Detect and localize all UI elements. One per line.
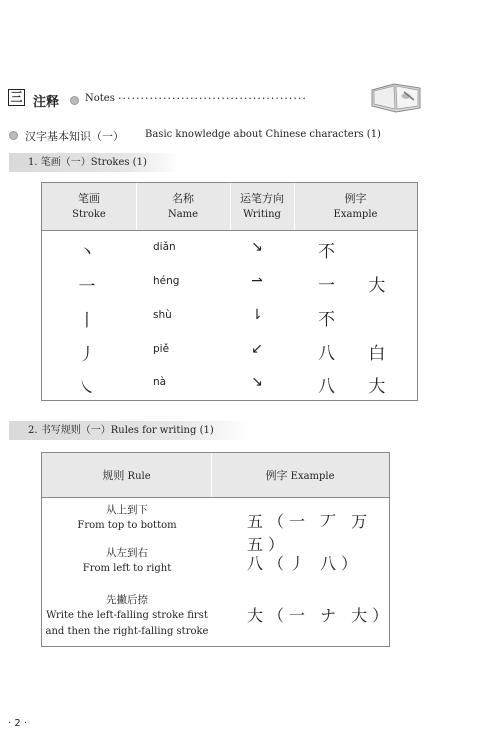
stroke-name: piě: [153, 343, 170, 355]
table-row: [42, 367, 417, 401]
table-header: [42, 183, 417, 231]
example-characters: 不: [318, 310, 349, 330]
header-cell: 名称 Name: [167, 192, 199, 220]
rules-table: [41, 452, 394, 647]
direction-arrow-icon: ↘: [251, 374, 263, 390]
bullet-icon: [9, 131, 18, 140]
header-cell: 笔画 Stroke: [72, 192, 106, 220]
stroke-glyph: 一: [78, 277, 96, 297]
open-book-icon: [368, 80, 424, 114]
stroke-name: diǎn: [153, 241, 176, 253]
example-characters: 八 白: [318, 344, 400, 364]
direction-arrow-icon: ⇀: [251, 273, 263, 289]
stroke-name: nà: [153, 376, 167, 388]
header-cell: 例字 Example: [333, 192, 378, 220]
subsection-heading-rules: 2. 书写规则（一）Rules for writing (1): [9, 421, 249, 440]
stroke-glyph: 丨: [78, 311, 96, 331]
example-characters: 不: [318, 242, 349, 262]
subsection-heading-strokes: 1. 笔画（一）Strokes (1): [9, 153, 179, 172]
rule-example: 八（丿 八）: [247, 554, 363, 573]
bullet-icon: [70, 96, 79, 105]
direction-arrow-icon: ↘: [251, 239, 263, 255]
section-title-cn: 汉字基本知识（一）: [25, 130, 124, 143]
direction-arrow-icon: ⇂: [251, 307, 263, 323]
header-cell: 运笔方向 Writing: [240, 192, 284, 220]
stroke-name: shù: [153, 309, 172, 321]
example-characters: 八 大: [318, 377, 400, 397]
table-header: [42, 453, 389, 498]
example-characters: 一 大: [318, 276, 400, 296]
stroke-glyph: 丶: [78, 243, 96, 263]
table-row: [42, 334, 417, 368]
section-number-box: 三: [8, 89, 25, 106]
stroke-glyph: 丿: [78, 345, 96, 365]
notes-title-cn: 注释: [33, 95, 60, 110]
direction-arrow-icon: ↙: [251, 341, 263, 357]
header-cell: 例字 Example: [265, 469, 335, 482]
table-row: [42, 232, 417, 266]
table-row: [42, 300, 417, 334]
rule-text: 从上到下 From top to bottom: [77, 504, 177, 531]
dot-leader: ··········································: [118, 92, 307, 105]
rule-example: 大（一 ナ 大）: [247, 606, 394, 625]
section-title-en: Basic knowledge about Chinese characters (1): [145, 129, 381, 140]
stroke-name: héng: [153, 275, 180, 287]
strokes-table: [41, 182, 418, 401]
notes-title-en: Notes: [85, 93, 115, 104]
header-cell: 规则 Rule: [102, 469, 151, 482]
stroke-glyph: ㇏: [78, 378, 96, 398]
rule-text: 从左到右 From left to right: [82, 547, 172, 574]
table-row: [42, 266, 417, 300]
rule-text: 先撇后捺 Write the left-falling stroke first and then the right-falling stroke: [45, 594, 209, 637]
rule-example: 五（一 丆 万 五）: [247, 512, 373, 554]
page-number: · 2 ·: [8, 718, 28, 729]
